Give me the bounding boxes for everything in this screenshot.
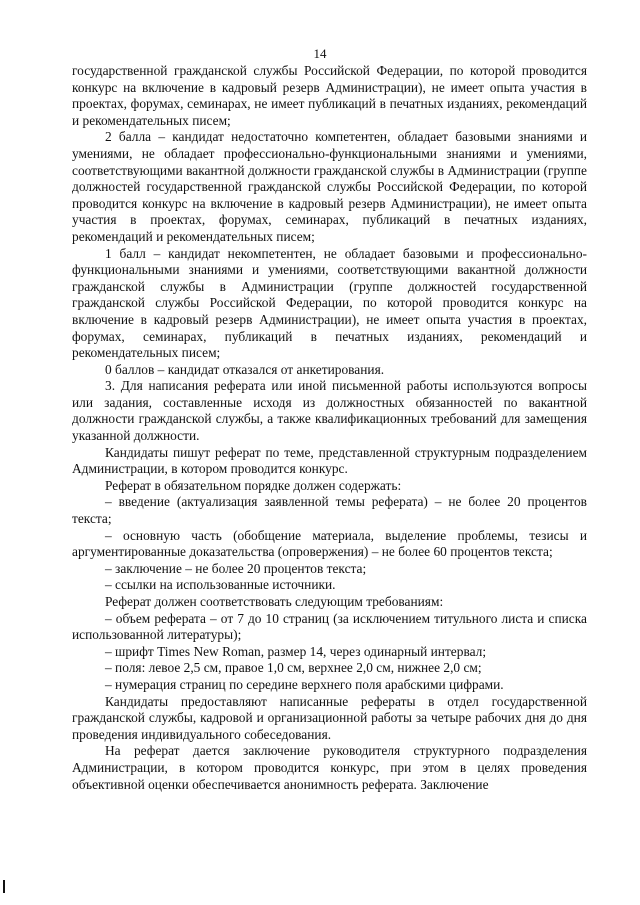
list-item-volume: – объем реферата – от 7 до 10 страниц (за исключением титульного листа и списка использованной литературы); xyxy=(72,610,587,643)
list-item-main-part: – основную часть (обобщение материала, выделение проблемы, тезисы и аргументированные доказательства (опровержения) – не более 60 процентов текста; xyxy=(72,527,587,560)
list-item-conclusion: – заключение – не более 20 процентов текста; xyxy=(105,560,367,576)
paragraph-contents-intro: Реферат в обязательном порядке должен содержать: xyxy=(105,477,402,493)
scan-edge-mark xyxy=(3,880,5,893)
paragraph-score-1: 1 балл – кандидат некомпетентен, не обладает базовыми и профессионально-функциональными знаниями и умениями, соответствующими вакантной должности гражданской службы в Администрации (группе должностей государственной гражданской службы Российской Федерации, по которой проводится конкурс на включение в кадровый резерв Администрации), не имеет опыта участия в проектах, форумах, семинарах, публикаций в печатных изданиях, рекомендаций и рекомендательных писем; xyxy=(72,245,587,361)
page-number: 14 xyxy=(313,46,327,61)
list-item-font: – шрифт Times New Roman, размер 14, через одинарный интервал; xyxy=(105,643,487,659)
paragraph-score-0: 0 баллов – кандидат отказался от анкетирования. xyxy=(105,361,385,377)
paragraph-continuation: государственной гражданской службы Российской Федерации, по которой проводится конкурс на включение в кадровый резерв Администрации), не имеет опыта участия в проектах, форумах, семинарах, не имеет публикаций в печатных изданиях, рекомендаций и рекомендательных писем; xyxy=(72,63,587,128)
list-item-numbering: – нумерация страниц по середине верхнего поля арабскими цифрами. xyxy=(105,676,504,692)
list-item-margins: – поля: левое 2,5 см, правое 1,0 см, верхнее 2,0 см, нижнее 2,0 см; xyxy=(105,660,482,676)
paragraph-requirements-intro: Реферат должен соответствовать следующим требованиям: xyxy=(105,594,444,609)
paragraph-topic: Кандидаты пишут реферат по теме, представленной структурным подразделением Администрации, в котором проводится конкурс. xyxy=(72,444,587,477)
list-item-introduction: – введение (актуализация заявленной темы реферата) – не более 20 процентов текста; xyxy=(72,494,587,527)
paragraph-submission: Кандидаты предоставляют написанные рефераты в отдел государственной гражданской службы, кадровой и организационной работы за четыре рабочих дня до дня проведения индивидуального собеседования. xyxy=(72,693,587,742)
body-text xyxy=(72,63,587,793)
paragraph-item-3: 3. Для написания реферата или иной письменной работы используются вопросы или задания, составленные исходя из должностных обязанностей по вакантной должности гражданской службы, а также квалификационных требований для замещения указанной должности. xyxy=(72,378,587,444)
paragraph-review: На реферат дается заключение руководителя структурного подразделения Администрации, в котором проводится конкурс, при этом в целях проведения объективной оценки обеспечивается анонимность реферата. Заключение xyxy=(72,743,587,792)
paragraph-score-2: 2 балла – кандидат недостаточно компетентен, обладает базовыми знаниями и умениями, не обладает профессионально-функциональными знаниями и умениями, соответствующими вакантной должности гражданской службы в Администрации (группе должностей государственной гражданской службы Российской Федерации, по которой проводится конкурс на включение в кадровый резерв Администрации), не имеет опыта участия в проектах, форумах, семинарах, публикаций в печатных изданиях, рекомендаций и рекомендательных писем; xyxy=(72,129,587,244)
list-item-references: – ссылки на использованные источники. xyxy=(105,577,336,593)
